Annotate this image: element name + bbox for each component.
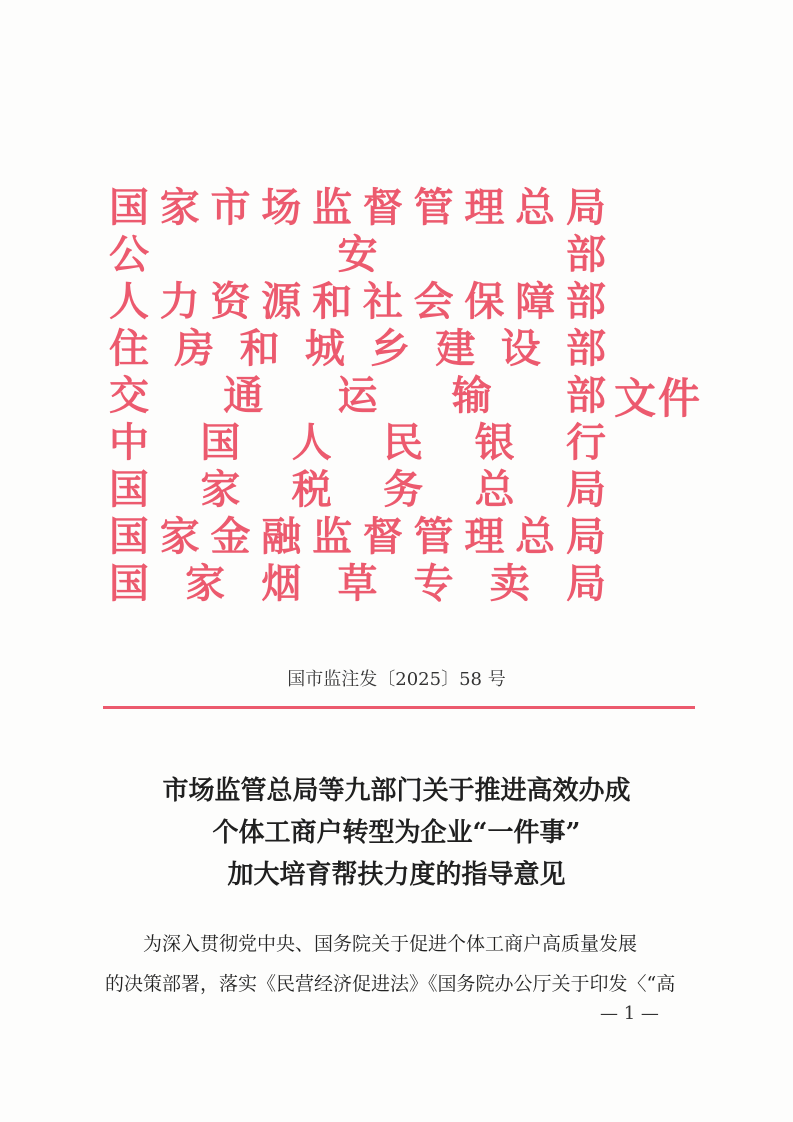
- issuer-character: 社: [362, 278, 403, 325]
- issuer-character: 烟: [261, 560, 302, 607]
- issuer-character: 安: [337, 231, 378, 278]
- issuer-row: [105, 560, 610, 608]
- issuer-row: [105, 231, 610, 279]
- issuer-character: 融: [261, 513, 302, 560]
- issuer-character: 国: [200, 419, 241, 466]
- issuer-row: [105, 419, 610, 467]
- issuer-character: 家: [200, 466, 241, 513]
- issuer-character: 部: [565, 325, 606, 372]
- issuer-character: 力: [159, 278, 200, 325]
- title-line: 个体工商户转型为企业“一件事”: [212, 818, 581, 848]
- issuer-character: 民: [383, 419, 424, 466]
- issuer-character: 部: [566, 231, 606, 278]
- issuer-character: 国: [109, 513, 149, 560]
- issuer-character: 草: [337, 560, 378, 607]
- issuer-character: 和: [312, 278, 353, 325]
- issuer-character: 通: [223, 372, 264, 419]
- issuer-character: 督: [362, 513, 403, 560]
- issuer-character: 场: [261, 184, 302, 231]
- body-paragraph-line: 的决策部署，落实《民营经济促进法》《国务院办公厅关于印发〈“高: [105, 973, 676, 995]
- body-text: [105, 924, 695, 1004]
- issuer-character: 理: [464, 513, 505, 560]
- issuer-character: 督: [362, 184, 403, 231]
- issuer-character: 行: [565, 419, 606, 466]
- issuer-row: [105, 466, 610, 514]
- issuer-character: 总: [515, 513, 556, 560]
- issuer-character: 局: [565, 513, 606, 560]
- issuer-character: 局: [565, 466, 606, 513]
- title-line: 加大培育帮扶力度的指导意见: [227, 860, 566, 890]
- issuer-character: 家: [159, 513, 200, 560]
- issuer-row: [105, 325, 610, 373]
- page-number: — 1 —: [600, 1003, 659, 1024]
- issuer-character: 建: [435, 325, 476, 372]
- issuer-character: 市: [210, 184, 251, 231]
- issuer-character: 监: [312, 513, 353, 560]
- issuer-row: [105, 278, 610, 326]
- issuer-character: 住: [109, 325, 149, 372]
- issuer-character: 局: [565, 560, 606, 607]
- issuer-character: 卖: [489, 560, 530, 607]
- issuer-character: 家: [159, 184, 200, 231]
- issuer-character: 保: [464, 278, 505, 325]
- issuer-row: [105, 184, 610, 232]
- issuer-character: 会: [413, 278, 454, 325]
- issuer-character: 税: [291, 466, 332, 513]
- issuer-character: 交: [109, 372, 149, 419]
- issuer-character: 国: [109, 466, 149, 513]
- issuer-character: 监: [312, 184, 353, 231]
- issuer-character: 公: [109, 231, 149, 278]
- issuer-character: 家: [185, 560, 226, 607]
- issuer-character: 障: [515, 278, 556, 325]
- document-title: [0, 770, 793, 896]
- issuer-character: 专: [413, 560, 454, 607]
- issuer-character: 国: [109, 184, 149, 231]
- issuer-character: 总: [515, 184, 556, 231]
- red-divider-line: [103, 706, 695, 709]
- issuer-character: 运: [337, 372, 378, 419]
- issuer-row: [105, 513, 610, 561]
- issuer-row: [105, 372, 610, 420]
- issuer-character: 局: [565, 184, 606, 231]
- body-paragraph-line: 为深入贯彻党中央、国务院关于促进个体工商户高质量发展: [143, 933, 638, 955]
- issuer-character: 输: [451, 372, 492, 419]
- issuer-character: 中: [109, 419, 149, 466]
- document-number: 国市监注发〔2025〕58 号: [287, 669, 506, 690]
- issuer-character: 资: [210, 278, 251, 325]
- issuer-character: 理: [464, 184, 505, 231]
- issuer-character: 和: [239, 325, 280, 372]
- title-line: 市场监管总局等九部门关于推进高效办成: [162, 776, 631, 806]
- issuer-character: 管: [413, 513, 454, 560]
- issuer-character: 国: [109, 560, 149, 607]
- issuer-character: 人: [291, 419, 332, 466]
- issuer-character: 银: [474, 419, 515, 466]
- issuer-character: 管: [413, 184, 454, 231]
- issuer-character: 源: [261, 278, 302, 325]
- issuer-character: 部: [565, 278, 606, 325]
- issuer-character: 金: [210, 513, 251, 560]
- document-suffix: 文件: [614, 374, 703, 423]
- issuer-character: 人: [109, 278, 149, 325]
- issuer-character: 总: [474, 466, 515, 513]
- issuer-character: 设: [500, 325, 541, 372]
- issuer-character: 乡: [370, 325, 411, 372]
- issuer-character: 部: [566, 372, 606, 419]
- issuer-character: 务: [383, 466, 424, 513]
- issuer-character: 城: [304, 325, 345, 372]
- issuer-character: 房: [174, 325, 215, 372]
